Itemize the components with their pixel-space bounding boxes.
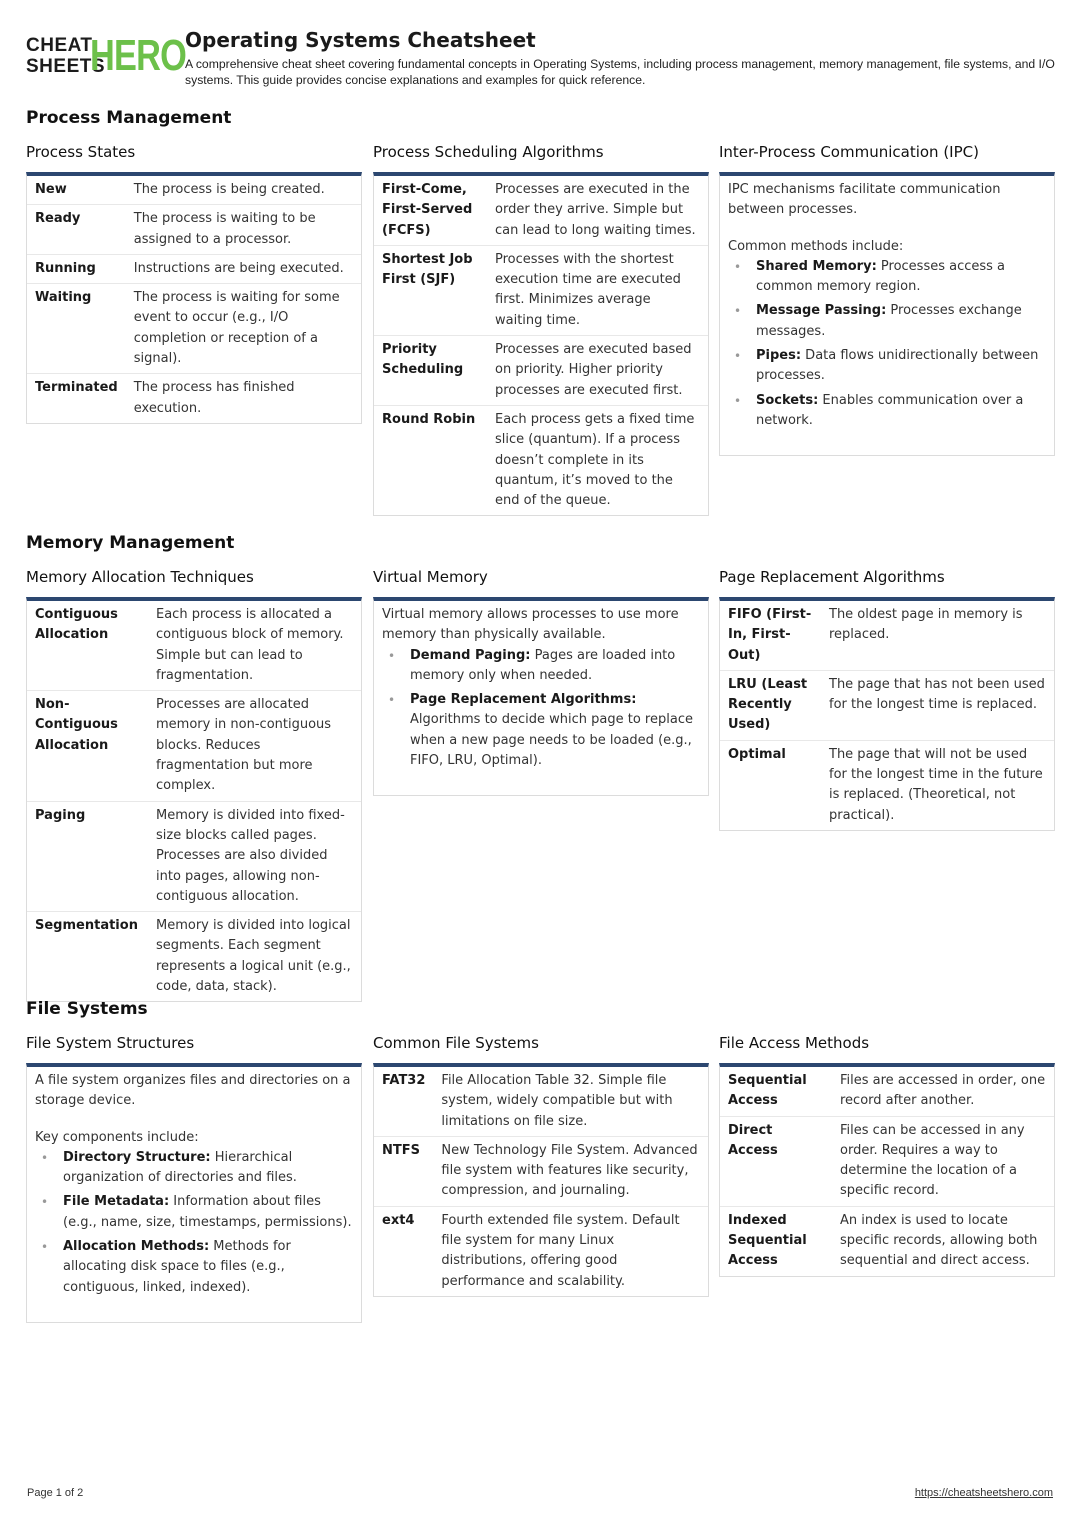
table-row bbox=[27, 912, 361, 1002]
table-row bbox=[27, 176, 361, 205]
row-term: Indexed Sequential Access bbox=[728, 1212, 807, 1269]
subtitle-page-replacement: Page Replacement Algorithms bbox=[719, 568, 945, 586]
list-item bbox=[388, 646, 700, 687]
row-definition: New Technology File System. Advanced file system with features like security, compression, and journaling. bbox=[433, 1136, 708, 1206]
list-item-text: Data flows unidirectionally between processes. bbox=[756, 348, 1039, 384]
card-process-scheduling bbox=[373, 172, 709, 516]
card-virtual-memory bbox=[373, 597, 709, 796]
cheatsheetshero-logo[interactable] bbox=[26, 31, 187, 80]
virtual-memory-list bbox=[382, 646, 700, 772]
page-header bbox=[26, 26, 1056, 92]
row-definition: Files are accessed in order, one record after another. bbox=[832, 1067, 1054, 1116]
ipc-methods-list bbox=[728, 257, 1046, 431]
row-definition: Processes are executed in the order they arrive. Simple but can lead to long waiting times. bbox=[487, 176, 708, 245]
row-term: Round Robin bbox=[382, 411, 476, 427]
row-term: LRU (Least Recently Used) bbox=[720, 670, 821, 740]
table-row bbox=[720, 1067, 1054, 1116]
list-item bbox=[41, 1192, 353, 1233]
ipc-intro: IPC mechanisms facilitate communication between processes. bbox=[728, 182, 1001, 218]
row-definition: File Allocation Table 32. Simple file system, widely compatible but with limitations on file size. bbox=[433, 1067, 708, 1136]
table-row bbox=[374, 1206, 708, 1296]
table-row bbox=[27, 601, 361, 691]
row-definition: The oldest page in memory is replaced. bbox=[821, 601, 1054, 670]
table-row bbox=[27, 374, 361, 423]
list-item-text: Hierarchical organization of directories and files. bbox=[63, 1149, 297, 1186]
logo-hero-text: HERO bbox=[90, 31, 187, 80]
row-definition: Memory is divided into logical segments. Each segment represents a logical unit (e.g., code, data, stack). bbox=[156, 918, 351, 995]
subtitle-ipc: Inter-Process Communication (IPC) bbox=[719, 143, 979, 161]
footer-site-link[interactable]: https://cheatsheetshero.com bbox=[914, 1487, 1053, 1499]
list-item-term: Shared Memory: bbox=[756, 258, 877, 274]
table-row bbox=[27, 801, 361, 911]
table-row bbox=[374, 245, 708, 335]
structures-lead: Key components include: bbox=[35, 1129, 199, 1145]
bullet-icon: • bbox=[41, 1240, 49, 1255]
table-row bbox=[720, 1206, 1054, 1275]
logo-sheets-text: SHEETS bbox=[26, 56, 106, 77]
row-term: Contiguous Allocation bbox=[27, 601, 148, 691]
subtitle-file-access-methods: File Access Methods bbox=[719, 1034, 870, 1052]
bullet-icon: • bbox=[388, 648, 396, 663]
row-term: Priority Scheduling bbox=[374, 336, 487, 406]
row-definition: The process is being created. bbox=[126, 176, 361, 205]
page-title: Operating Systems Cheatsheet bbox=[185, 28, 536, 52]
row-term: New bbox=[27, 176, 126, 205]
table-row bbox=[27, 284, 361, 374]
table-row bbox=[720, 670, 1054, 740]
scheduling-table bbox=[374, 176, 708, 515]
row-term: Ready bbox=[27, 205, 126, 255]
list-item-text: Enables communication over a network. bbox=[756, 392, 1024, 428]
ipc-lead: Common methods include: bbox=[728, 238, 904, 254]
list-item-text: Information about files (e.g., name, size, timestamps, permissions). bbox=[63, 1194, 352, 1230]
page-number: Page 1 of 2 bbox=[27, 1487, 84, 1499]
row-definition: The process has finished execution. bbox=[133, 380, 295, 416]
row-term: Waiting bbox=[27, 284, 126, 374]
card-file-access-methods bbox=[719, 1063, 1055, 1277]
section-title-process-management: Process Management bbox=[26, 108, 232, 128]
page-replacement-table bbox=[720, 601, 1054, 830]
virtual-memory-intro: Virtual memory allows processes to use more memory than physically available. bbox=[382, 607, 679, 643]
row-term: Optimal bbox=[728, 746, 786, 762]
section-title-file-systems: File Systems bbox=[26, 999, 148, 1019]
row-definition: Fourth extended file system. Default file system for many Linux distributions, offering good performance and scalability. bbox=[441, 1212, 680, 1289]
list-item-term: File Metadata: bbox=[63, 1194, 170, 1210]
bullet-icon: • bbox=[734, 393, 742, 408]
row-term: First-Come, First-Served (FCFS) bbox=[374, 176, 487, 245]
process-states-table bbox=[27, 176, 361, 423]
subtitle-virtual-memory: Virtual Memory bbox=[373, 568, 488, 586]
row-definition: The process is waiting to be assigned to a processor. bbox=[126, 205, 361, 255]
table-row bbox=[374, 1136, 708, 1206]
bullet-icon: • bbox=[41, 1150, 49, 1165]
list-item-term: Allocation Methods: bbox=[63, 1239, 210, 1255]
list-item-term: Directory Structure: bbox=[63, 1149, 211, 1165]
structures-list bbox=[35, 1148, 353, 1298]
list-item bbox=[41, 1148, 353, 1189]
table-row bbox=[720, 1116, 1054, 1206]
list-item bbox=[734, 301, 1046, 342]
row-definition: Processes are allocated memory in non-contiguous blocks. Reduces fragmentation but more complex. bbox=[148, 691, 361, 801]
row-term: ext4 bbox=[382, 1212, 415, 1228]
row-definition: The page that has not been used for the longest time is replaced. bbox=[821, 670, 1054, 740]
row-term: Running bbox=[27, 254, 126, 283]
list-item-term: Message Passing: bbox=[756, 303, 887, 319]
table-row bbox=[720, 601, 1054, 670]
section-title-memory-management: Memory Management bbox=[26, 533, 235, 553]
bullet-icon: • bbox=[734, 349, 742, 364]
card-file-system-structures bbox=[26, 1063, 362, 1323]
card-process-states bbox=[26, 172, 362, 424]
row-definition: Memory is divided into fixed-size blocks called pages. Processes are also divided into pages, allowing non-contiguous allocation. bbox=[148, 801, 361, 911]
row-term: Sequential Access bbox=[720, 1067, 832, 1116]
bullet-icon: • bbox=[388, 693, 396, 708]
row-term: NTFS bbox=[374, 1136, 433, 1206]
subtitle-process-states: Process States bbox=[26, 143, 136, 161]
file-access-table bbox=[720, 1067, 1054, 1276]
table-row bbox=[374, 1067, 708, 1136]
table-row bbox=[27, 254, 361, 283]
structures-intro: A file system organizes files and directories on a storage device. bbox=[35, 1073, 351, 1109]
common-file-systems-table bbox=[374, 1067, 708, 1296]
subtitle-memory-allocation: Memory Allocation Techniques bbox=[26, 568, 254, 586]
bullet-icon: • bbox=[41, 1195, 49, 1210]
list-item-term: Demand Paging: bbox=[410, 647, 531, 663]
row-term: Direct Access bbox=[720, 1116, 832, 1206]
row-definition: The process is waiting for some event to occur (e.g., I/O completion or reception of a signal). bbox=[126, 284, 361, 374]
subtitle-process-scheduling: Process Scheduling Algorithms bbox=[373, 143, 604, 161]
list-item-text: Pages are loaded into memory only when needed. bbox=[410, 647, 676, 683]
row-term: Segmentation bbox=[35, 918, 138, 934]
subtitle-common-file-systems: Common File Systems bbox=[373, 1034, 539, 1052]
list-item-text: Processes exchange messages. bbox=[756, 303, 1022, 339]
row-definition: Each process gets a fixed time slice (quantum). If a process doesn’t complete in its quantum, it’s moved to the end of the queue. bbox=[495, 411, 695, 509]
bullet-icon: • bbox=[734, 304, 742, 319]
row-term: Non-Contiguous Allocation bbox=[27, 691, 148, 801]
bullet-icon: • bbox=[734, 259, 742, 274]
list-item-term: Pipes: bbox=[756, 348, 802, 364]
row-definition: Processes are executed based on priority. Higher priority processes are executed first. bbox=[487, 336, 708, 406]
table-row bbox=[374, 336, 708, 406]
row-term: Shortest Job First (SJF) bbox=[374, 245, 487, 335]
list-item bbox=[41, 1237, 353, 1298]
row-definition: Files can be accessed in any order. Requires a way to determine the location of a specific record. bbox=[832, 1116, 1054, 1206]
table-row bbox=[720, 740, 1054, 830]
card-page-replacement bbox=[719, 597, 1055, 831]
logo-cheat-text: CHEAT bbox=[26, 35, 93, 56]
row-term: FAT32 bbox=[374, 1067, 433, 1136]
table-row bbox=[27, 205, 361, 255]
table-row bbox=[374, 405, 708, 515]
list-item-term: Page Replacement Algorithms: bbox=[410, 692, 637, 708]
card-common-file-systems bbox=[373, 1063, 709, 1297]
memory-allocation-table bbox=[27, 601, 361, 1001]
row-definition: The page that will not be used for the longest time in the future is replaced. (Theoretical, not practical). bbox=[829, 746, 1043, 823]
card-memory-allocation bbox=[26, 597, 362, 1002]
table-row bbox=[374, 176, 708, 245]
list-item-text: Methods for allocating disk space to files (e.g., contiguous, linked, indexed). bbox=[63, 1239, 291, 1295]
table-row bbox=[27, 691, 361, 801]
subtitle-file-system-structures: File System Structures bbox=[26, 1034, 195, 1052]
list-item bbox=[734, 346, 1046, 387]
row-definition: Processes with the shortest execution time are executed first. Minimizes average waiting time. bbox=[487, 245, 708, 335]
list-item-text: Processes access a common memory region. bbox=[756, 258, 1006, 295]
row-term: Terminated bbox=[35, 380, 118, 396]
row-term: FIFO (First-In, First-Out) bbox=[720, 601, 821, 670]
row-definition: Instructions are being executed. bbox=[126, 254, 361, 283]
list-item bbox=[734, 391, 1046, 432]
list-item-term: Sockets: bbox=[756, 392, 819, 408]
row-term: Paging bbox=[27, 801, 148, 911]
row-definition: An index is used to locate specific records, allowing both sequential and direct access. bbox=[840, 1212, 1038, 1269]
list-item bbox=[734, 257, 1046, 298]
card-ipc bbox=[719, 172, 1055, 456]
page-description: A comprehensive cheat sheet covering fundamental concepts in Operating Systems, including process management, memory management, file systems, and I/O systems. This guide provides concise explanations and examples for quick reference. bbox=[185, 57, 1055, 87]
list-item bbox=[388, 690, 700, 771]
row-definition: Each process is allocated a contiguous block of memory. Simple but can lead to fragmentation. bbox=[148, 601, 361, 691]
list-item-text: Algorithms to decide which page to replace when a new page needs to be loaded (e.g., FIFO, LRU, Optimal). bbox=[410, 712, 693, 769]
